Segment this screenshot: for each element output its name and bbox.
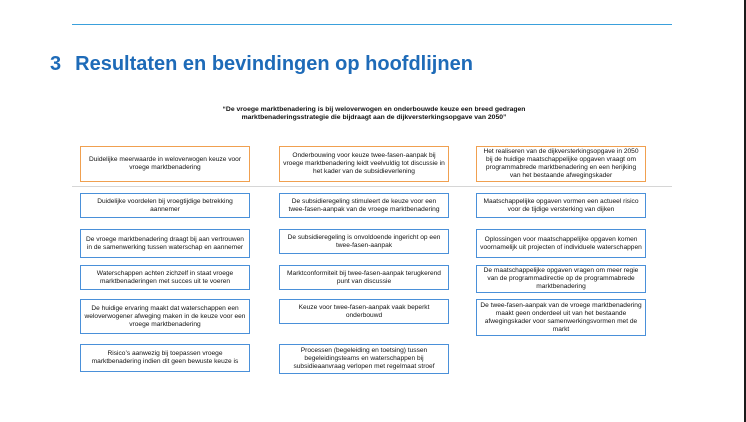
finding-col2-5: Processen (begeleiding en toetsing) tussen begeleidingsteams en waterschappen bij subsidieaanvraag verlopen met regelmaat stroef [279,344,449,374]
finding-col3-2: Oplossingen voor maatschappelijke opgaven komen voornamelijk uit projecten of individuele waterschappen [476,229,646,258]
finding-col2-4: Keuze voor twee-fasen-aanpak vaak beperkt onderbouwd [279,299,449,324]
section-number: 3 [50,53,62,75]
finding-col1-3: Waterschappen achten zichzelf in staat vroege marktbenaderingen met succes uit te voeren [80,265,250,290]
finding-col1-5: Risico’s aanwezig bij toepassen vroege marktbenadering indien dit geen bewuste keuze is [80,344,250,372]
section-divider [72,186,672,187]
central-quote: “De vroege marktbenadering is bij weloverwogen en onderbouwde keuze een breed gedragen marktbenaderingsstrategie die bijdraagt aan de dijkversterkingsopgave van 2050” [222,106,526,122]
finding-col2-1: De subsidieregeling stimuleert de keuze voor een twee-fasen-aanpak van de vroege marktbenadering [279,193,449,218]
top-rule [72,24,672,25]
top-finding-1: Duidelijke meerwaarde in weloverwogen keuze voor vroege marktbenadering [80,146,250,182]
finding-col3-3: De maatschappelijke opgaven vragen om meer regie van de programmadirectie op de programmabrede marktbenadering [476,265,646,293]
title-text: Resultaten en bevindingen op hoofdlijnen [75,53,473,75]
finding-col1-1: Duidelijke voordelen bij vroegtijdige betrekking aannemer [80,193,250,218]
finding-col1-4: De huidige ervaring maakt dat waterschappen een weloverwogener afweging maken in de keuze voor een vroege marktbenadering [80,299,250,334]
finding-col3-1: Maatschappelijke opgaven vormen een actueel risico voor de tijdige versterking van dijken [476,193,646,218]
top-finding-2: Onderbouwing voor keuze twee-fasen-aanpak bij vroege marktbenadering leidt veelvuldig tot discussie in het kader van de subsidieverlening [279,146,449,182]
finding-col2-3: Marktconformiteit bij twee-fasen-aanpak terugkerend punt van discussie [279,265,449,290]
finding-col2-2: De subsidieregeling is onvoldoende ingericht op een twee-fasen-aanpak [279,229,449,254]
finding-col1-2: De vroege marktbenadering draagt bij aan vertrouwen in de samenwerking tussen waterschap en aannemer [80,229,250,258]
slide-title [50,53,473,76]
finding-col3-4: De twee-fasen-aanpak van de vroege marktbenadering maakt geen onderdeel uit van het bestaande afwegingskader voor samenwerkingsvormen met de markt [476,299,646,336]
top-finding-3: Het realiseren van de dijkversterkingsopgave in 2050 bij de huidige maatschappelijke opgaven vraagt om programmabrede marktbenadering en een herijking van het bestaande afwegingskader [476,146,646,182]
